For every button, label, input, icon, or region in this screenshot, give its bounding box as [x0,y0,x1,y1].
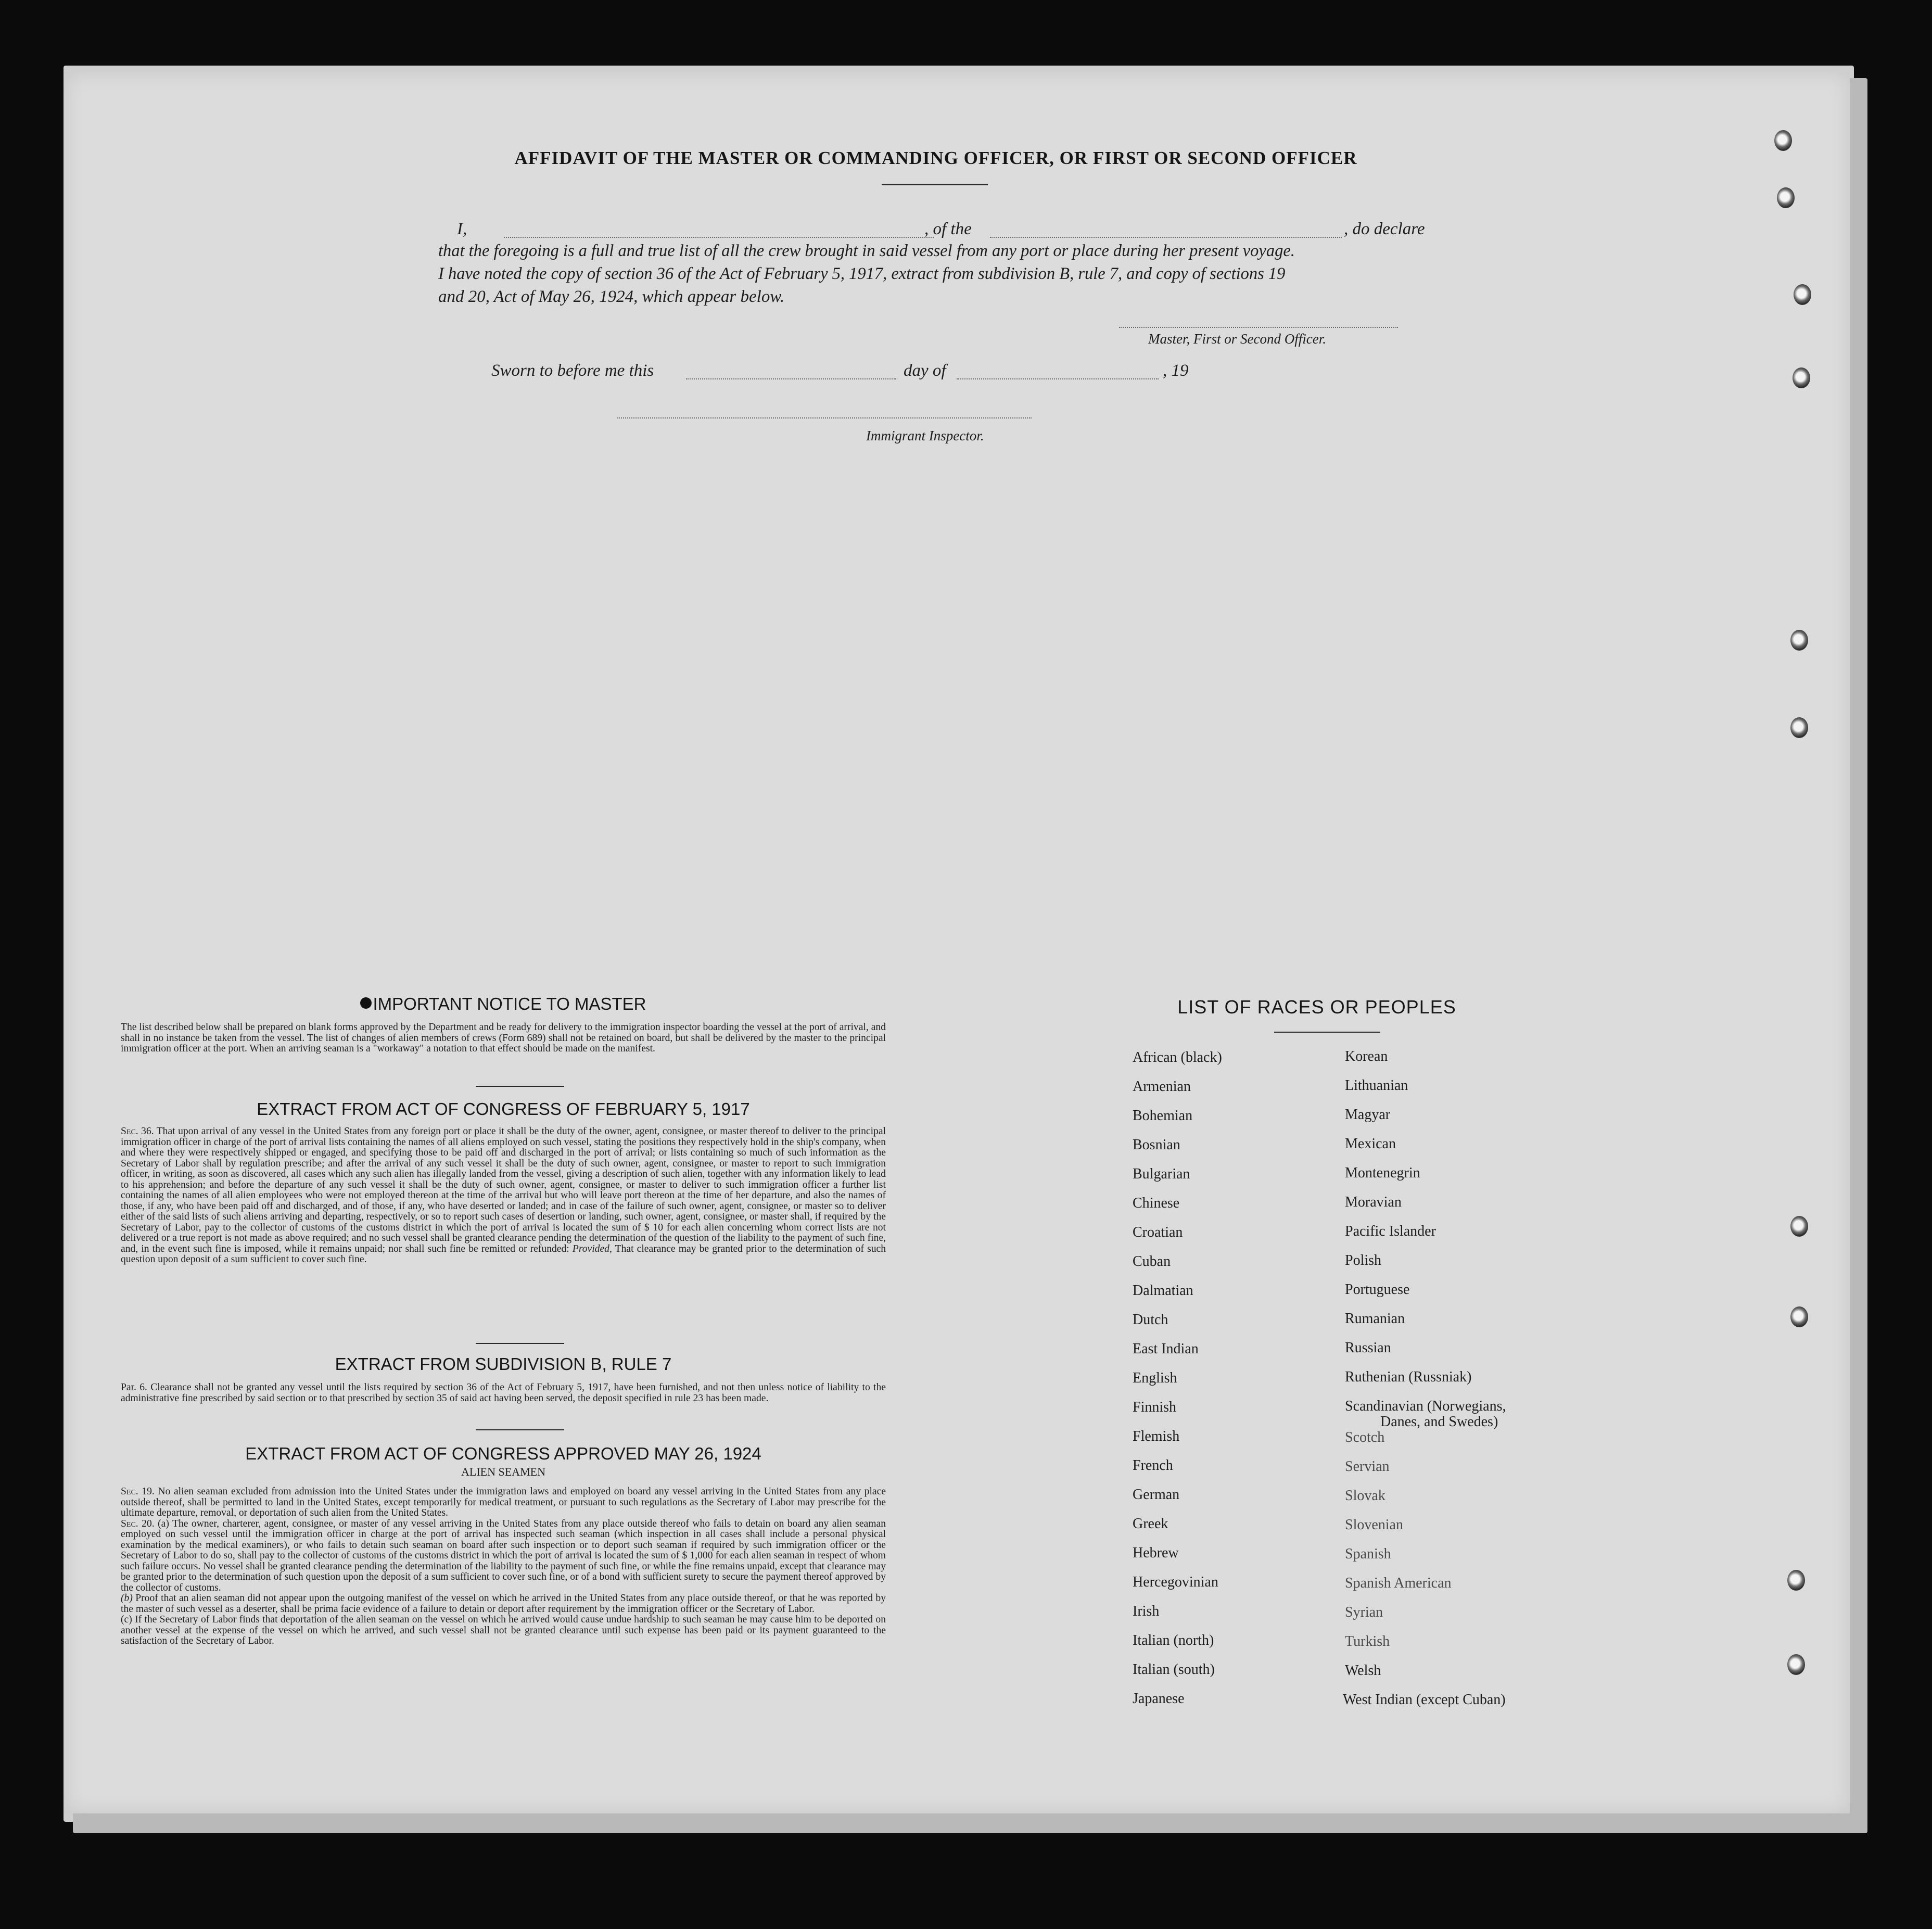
race-item: Dutch [1133,1312,1168,1328]
punch-hole [1790,630,1808,651]
clause-label: (c) [121,1614,132,1625]
section-20b-text: Proof that an alien seaman did not appear upon the outgoing manifest of the vessel on which he arrived in the United States from any place outside thereof, or that he was reported by the master of such vessel as a deserter, shall be prima facie evidence of a failure to detain or deport after requirement by the immigration officer or the Secretary of Labor. [121,1593,886,1615]
race-item: Flemish [1133,1428,1180,1444]
inspector-signature-line[interactable] [617,417,1032,418]
race-item: Slovak [1345,1488,1386,1504]
provided-label: Provided, [572,1243,612,1254]
inspector-label: Immigrant Inspector. [866,428,984,443]
race-item: Welsh [1345,1663,1381,1679]
race-item: Croatian [1133,1224,1183,1240]
title-rule [882,184,988,185]
punch-hole [1793,367,1810,388]
declarant-name-field[interactable] [504,237,934,238]
race-item: Lithuanian [1345,1077,1408,1094]
rule-7-paragraph: Par. 6. Clearance shall not be granted any vessel until the lists required by section 36 of the Act of February 5, 1917, have been furnished, and not then unless notice of liability to the administrative fine prescribed by said section or to that prescribed by section 35 of said act having been served, the deposit specified in rule 23 has been made. [121,1382,886,1404]
race-item: Japanese [1133,1691,1185,1707]
signature-line[interactable] [1119,327,1398,328]
race-item: Magyar [1345,1107,1391,1123]
race-item: Spanish [1345,1546,1391,1562]
punch-hole [1790,1306,1808,1327]
punch-hole [1790,1216,1808,1237]
race-item: Irish [1133,1603,1160,1619]
notice-text [121,1022,886,1055]
section-label: Sec. 20. [121,1518,155,1529]
race-item: Spanish American [1345,1575,1452,1591]
race-item: Bosnian [1133,1137,1180,1153]
punch-hole [1790,717,1808,738]
declare-text: , do declare [1344,220,1425,238]
section-label: Sec. 19. [121,1486,155,1497]
race-item: Italian (north) [1133,1632,1214,1648]
section-20a-text: (a) The owner, charterer, agent, consignee, or master of any vessel arriving in the United States from any place outside thereof who fails to detain on board any alien seaman employed on such vessel until the immigration officer in charge at the port of arrival has inspected such seaman (which inspection in all cases shall include a personal physical examination by the medical examiners), or who fails to detain such seaman on board after such inspection or to deport such seaman if required by such immigration officer or the Secretary of Labor to do so, shall pay to the collector of customs of the customs district in which the port of arrival is located the sum of $ 1,000 for each alien seaman in respect of whom such failure occurs. No vessel shall be granted clearance pending the determination of the liability to the payment of such fine, or while the fine remains unpaid, except that clearance may be granted prior to the determination of such question upon the deposit of a sum sufficient to cover such fine, or of a bond with sufficient surety to secure the payment thereof approved by the collector of customs. [121,1518,886,1593]
sworn-day-of: day of [904,361,946,380]
punch-hole [1774,130,1792,151]
race-item: Chinese [1133,1195,1180,1211]
race-item: Polish [1345,1252,1382,1268]
section-divider [476,1086,564,1087]
section-36-end: That clearance may be granted prior to the determination of such question upon deposit of a sum sufficient to cover such fine. [121,1243,886,1265]
notice-paragraph: The list described below shall be prepared on blank forms approved by the Department and be ready for delivery to the immigration inspector boarding the vessel at the port of arrival, and shall in no instance be taken from the vessel. The list of changes of alien members of crews (Form 689) shall not be retained on board, but shall be delivered by the master to the principal immigration officer at the port. When an arriving seaman is a "workaway" a notation to that effect should be made on the manifest. [121,1022,886,1054]
race-item: English [1133,1370,1177,1386]
extract-1917-text [121,1126,886,1265]
race-item: German [1133,1487,1180,1503]
race-item: Scotch [1345,1429,1385,1445]
clause-label: (b) [121,1593,133,1604]
section-19-text: No alien seaman excluded from admission into the United States under the immigration laws and employed on board any vessel arriving in the United States from any place outside thereof, shall be permitted to land in the United States, except temporarily for medical treatment, or pursuant to such regulations as the Secretary of Labor may prescribe for the ultimate departure, removal, or deportation of such alien from the United States. [121,1486,886,1518]
race-item: Cuban [1133,1253,1171,1270]
punch-hole [1787,1570,1805,1591]
section-divider [476,1429,564,1430]
race-item: Turkish [1345,1633,1390,1649]
affidavit-line-4: and 20, Act of May 26, 1924, which appear below. [438,287,785,306]
races-title-rule [1274,1032,1380,1033]
affidavit-line-2: that the foregoing is a full and true list of all the crew brought in said vessel from any port or place during her present voyage. [438,242,1295,260]
race-item-continuation: Danes, and Swedes) [1380,1414,1498,1430]
declarant-prefix: I, [457,220,467,238]
rule-7-title: EXTRACT FROM SUBDIVISION B, RULE 7 [335,1354,672,1374]
section-20c-text: If the Secretary of Labor finds that deportation of the alien seaman on the vessel on which he arrived would cause undue hardship to such seaman he may cause him to be deported on another vessel at the expense of the vessel on which he arrived, and such vessel shall not be granted clearance until such expense has been paid or its payment guaranteed to the satisfaction of the Secretary of Labor. [121,1614,886,1646]
notice-title: IMPORTANT NOTICE TO MASTER [121,994,886,1014]
sworn-month-field[interactable] [957,378,1159,379]
affidavit-title: AFFIDAVIT OF THE MASTER OR COMMANDING OFFICER, OR FIRST OR SECOND OFFICER [514,148,1357,168]
sworn-prefix: Sworn to before me this [491,361,654,380]
punch-hole [1777,187,1795,208]
of-the-text: , of the [924,220,972,238]
races-title: LIST OF RACES OR PEOPLES [1177,996,1456,1018]
race-item: Pacific Islander [1345,1223,1436,1239]
sworn-day-field[interactable] [686,378,896,379]
vessel-name-field[interactable] [990,237,1342,238]
race-item: Greek [1133,1516,1168,1532]
rule-7-text [121,1382,886,1404]
punch-hole [1794,284,1811,305]
race-item: French [1133,1457,1173,1474]
race-item: Moravian [1345,1194,1402,1210]
race-item: Portuguese [1345,1281,1410,1298]
race-item: Hebrew [1133,1545,1179,1561]
race-item: Montenegrin [1345,1165,1420,1181]
section-36-text: That upon arrival of any vessel in the United States from any foreign port or place it shall be the duty of the owner, agent, consignee, or master thereof to deliver to the principal immigration officer in charge of the port of arrival lists containing the names of all aliens employed on such vessel, stating the positions they respectively hold in the ship's company, when and where they were respectively shipped or engaged, and specifying those to be paid off and discharged in the port of arrival; or lists containing so much of such information as the Secretary of Labor shall by regulation prescribe; and after the arrival of any such vessel it shall be the duty of such owner, agent, consignee, or master to report to such immigration officer, in writing, as soon as discovered, all cases which any such alien has illegally landed from the vessel, giving a description of such alien, together with any information likely to lead to his apprehension; and before the departure of any such vessel it shall be the duty of such owner, agent, consignee, or master to deliver to such immigration officer a further list containing the names of all alien employees who were not employed thereon at the time of the arrival but who will leave port thereon at the time of her departure, and also the names of those, if any, who have been paid off and discharged, and of those, if any, who have deserted or landed; and in case of the failure of such owner, agent, consignee, or master so to deliver either of the said lists of such aliens arriving and departing, respectively, or so to report such cases of desertion or landing, such owner, agent, consignee, or master shall, if required by the Secretary of Labor, pay to the collector of customs of the customs district in which the port of arrival is located the sum of $ 10 for each alien concerning whom correct lists are not delivered or a true report is not made as above required; and no such vessel shall be granted clearance pending the determination of the question of the liability to the payment of such fine, and, in the event such fine is imposed, while it remains unpaid; nor shall such fine be remitted or refunded: [121,1126,886,1254]
bullet-icon [360,997,372,1009]
affidavit-line-3: I have noted the copy of section 36 of the Act of February 5, 1917, extract from subdivision B, rule 7, and copy of sections 19 [438,264,1286,283]
race-item: Ruthenian (Russniak) [1345,1369,1472,1385]
race-item: Dalmatian [1133,1283,1193,1299]
sworn-year: , 19 [1163,361,1189,380]
extract-1924-text [121,1487,886,1647]
race-item: Servian [1345,1458,1390,1475]
section-divider [476,1343,564,1344]
section-label: Sec. 36. [121,1126,154,1137]
race-item: Armenian [1133,1078,1191,1095]
race-item: East Indian [1133,1341,1199,1357]
extract-1924-title: EXTRACT FROM ACT OF CONGRESS APPROVED MAY 26, 1924 [245,1444,761,1463]
race-item: Syrian [1345,1604,1383,1620]
race-item: Bohemian [1133,1108,1193,1124]
race-item: Finnish [1133,1399,1177,1415]
race-item: West Indian (except Cuban) [1343,1692,1506,1708]
extract-1917-title: EXTRACT FROM ACT OF CONGRESS OF FEBRUARY 5, 1917 [257,1099,750,1119]
signature-label: Master, First or Second Officer. [1148,331,1326,347]
race-item: Russian [1345,1340,1391,1356]
race-item: Mexican [1345,1136,1396,1152]
race-item: African (black) [1133,1049,1222,1065]
race-item: Bulgarian [1133,1166,1190,1182]
punch-hole [1787,1654,1805,1675]
race-item: Korean [1345,1048,1388,1064]
race-item: Scandinavian (Norwegians, [1345,1398,1506,1414]
race-item: Slovenian [1345,1517,1403,1533]
extract-1924-subtitle: ALIEN SEAMEN [461,1465,545,1478]
race-item: Hercegovinian [1133,1574,1218,1590]
race-item: Rumanian [1345,1311,1405,1327]
race-item: Italian (south) [1133,1661,1215,1678]
